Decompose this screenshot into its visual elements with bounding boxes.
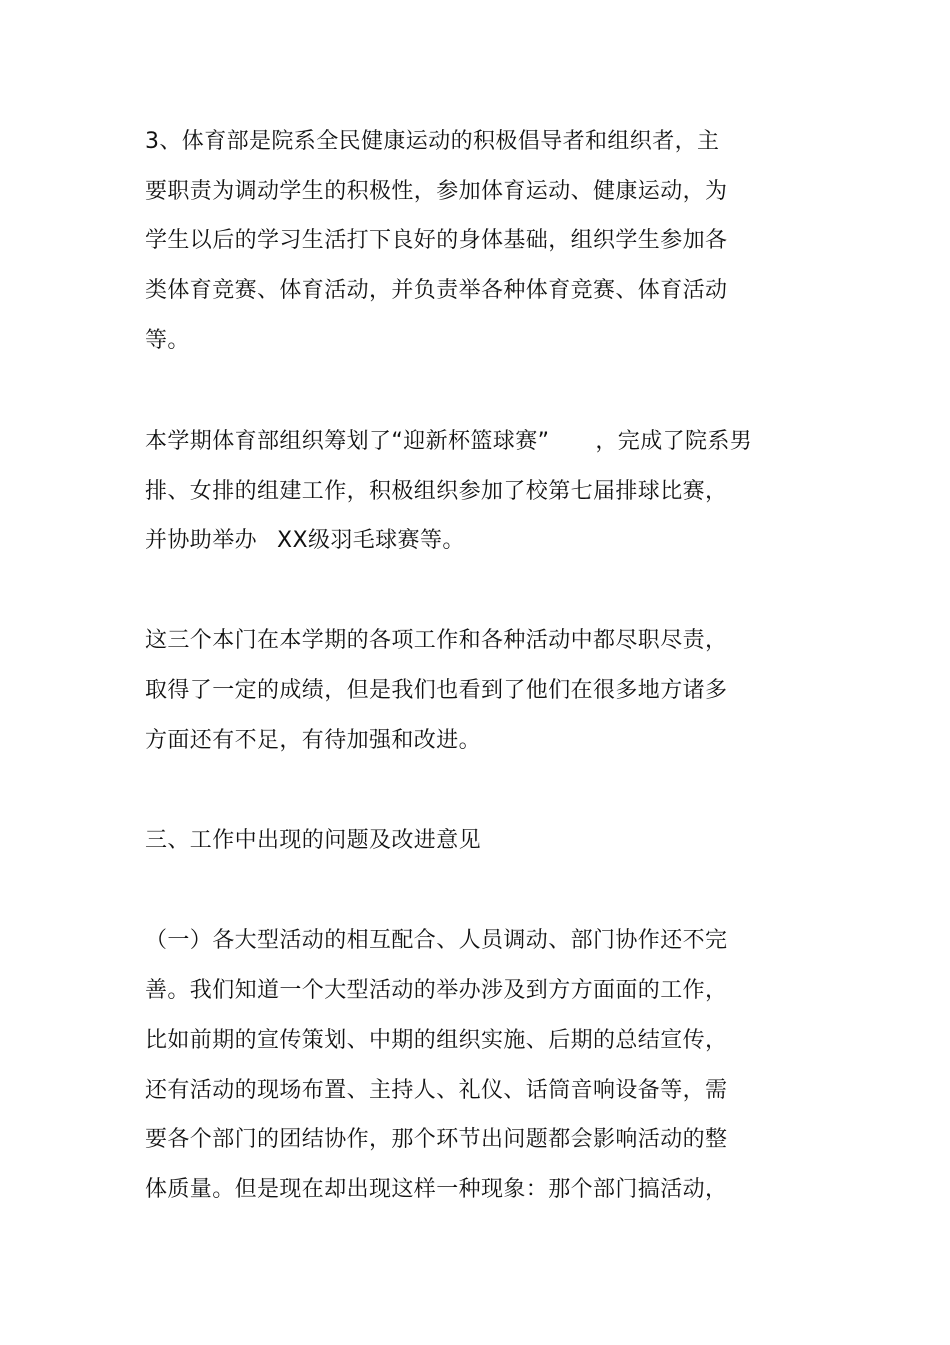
- paragraph-2-line-1-part-a: 本学期体育部组织筹划了“迎新杯篮球赛”: [145, 429, 550, 454]
- paragraph-4-line-4: 还有活动的现场布置、主持人、礼仪、话筒音响设备等，需: [145, 1078, 728, 1103]
- section-heading: 三、工作中出现的问题及改进意见: [145, 828, 482, 853]
- paragraph-2-line-3: [145, 526, 465, 556]
- paragraph-3-line-2: 取得了一定的成绩，但是我们也看到了他们在很多地方诸多: [145, 678, 728, 703]
- paragraph-2-line-3-part-a: 并协助举办: [145, 528, 258, 553]
- paragraph-2-line-1: [145, 427, 752, 457]
- paragraph-2-line-2: 排、女排的组建工作，积极组织参加了校第七届排球比赛，: [145, 479, 728, 504]
- paragraph-4-line-1: （一）各大型活动的相互配合、人员调动、部门协作还不完: [145, 928, 728, 953]
- paragraph-2-line-3-part-b: XX级羽毛球赛等。: [277, 528, 465, 553]
- paragraph-1-line-5: 等。: [145, 328, 190, 353]
- paragraph-1-line-4: 类体育竞赛、体育活动，并负责举各种体育竞赛、体育活动: [145, 278, 728, 303]
- paragraph-3-line-3: 方面还有不足，有待加强和改进。: [145, 728, 482, 753]
- paragraph-4-line-6: 体质量。但是现在却出现这样一种现象：那个部门搞活动，: [145, 1177, 728, 1202]
- paragraph-3-line-1: 这三个本门在本学期的各项工作和各种活动中都尽职尽责，: [145, 628, 728, 653]
- paragraph-1-line-1: 3、体育部是院系全民健康运动的积极倡导者和组织者，主: [145, 129, 720, 154]
- paragraph-2-line-1-part-b: ，完成了院系男: [595, 429, 753, 454]
- paragraph-4-line-5: 要各个部门的团结协作，那个环节出问题都会影响活动的整: [145, 1127, 728, 1152]
- paragraph-4-line-3: 比如前期的宣传策划、中期的组织实施、后期的总结宣传，: [145, 1028, 728, 1053]
- paragraph-1-line-3: 学生以后的学习生活打下良好的身体基础，组织学生参加各: [145, 228, 728, 253]
- paragraph-1-line-2: 要职责为调动学生的积极性，参加体育运动、健康运动，为: [145, 179, 728, 204]
- paragraph-4-line-2: 善。我们知道一个大型活动的举办涉及到方方面面的工作，: [145, 978, 728, 1003]
